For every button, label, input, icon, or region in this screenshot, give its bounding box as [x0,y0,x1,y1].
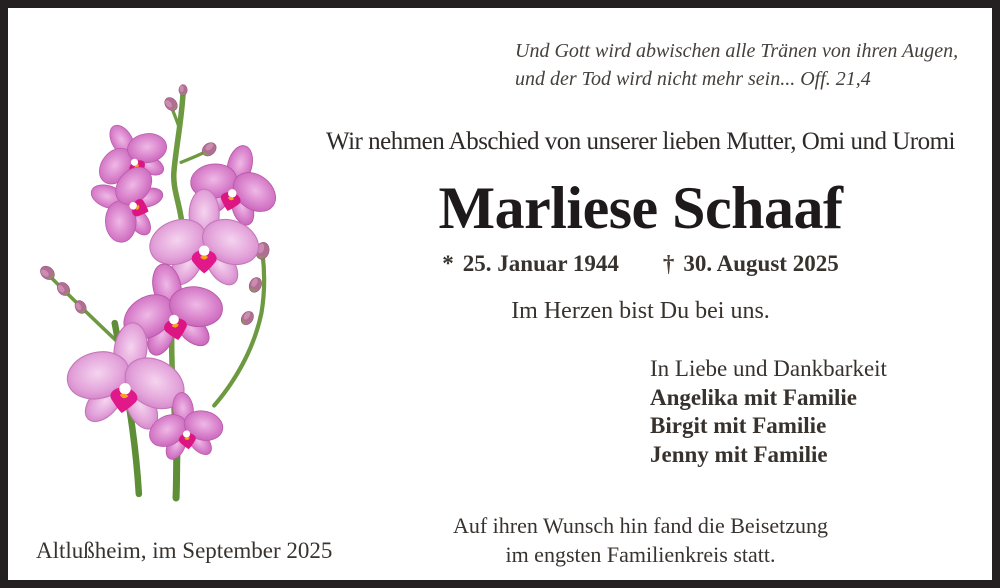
orchid-flower-image [32,82,304,514]
death-date [663,251,839,277]
farewell-intro: Wir nehmen Abschied von unserer lieben Mutter, Omi und Uromi [326,128,955,155]
scripture-quote-line1: Und Gott wird abwischen alle Tränen von ihren Augen, [515,40,959,62]
mourner-name: Birgit mit Familie [650,413,827,439]
death-date-text: 30. August 2025 [683,251,839,276]
life-dates [308,251,973,277]
funeral-note-line2: im engsten Familienkreis statt. [505,541,776,567]
mourners-lead: In Liebe und Dankbarkeit [650,356,887,381]
mourners-block [650,355,887,469]
birth-date-text: 25. Januar 1944 [462,251,619,276]
funeral-note-line1: Auf ihren Wunsch hin fand die Beisetzung [452,513,829,538]
scripture-quote [515,38,958,93]
funeral-note [308,512,973,569]
birth-date [442,251,619,277]
death-cross-icon: † [662,251,675,276]
remembrance-line: Im Herzen bist Du bei uns. [511,298,770,324]
mourner-name: Jenny mit Familie [650,441,828,467]
orchid-svg [32,82,304,514]
scripture-quote-line2: und der Tod wird nicht mehr sein... Off. 21,4 [515,67,871,90]
mourner-name: Angelika mit Familie [650,384,857,410]
place-date: Altlußheim, im September 2025 [36,538,333,563]
birth-star-icon: * [442,251,454,276]
deceased-name: Marliese Schaaf [438,175,843,241]
